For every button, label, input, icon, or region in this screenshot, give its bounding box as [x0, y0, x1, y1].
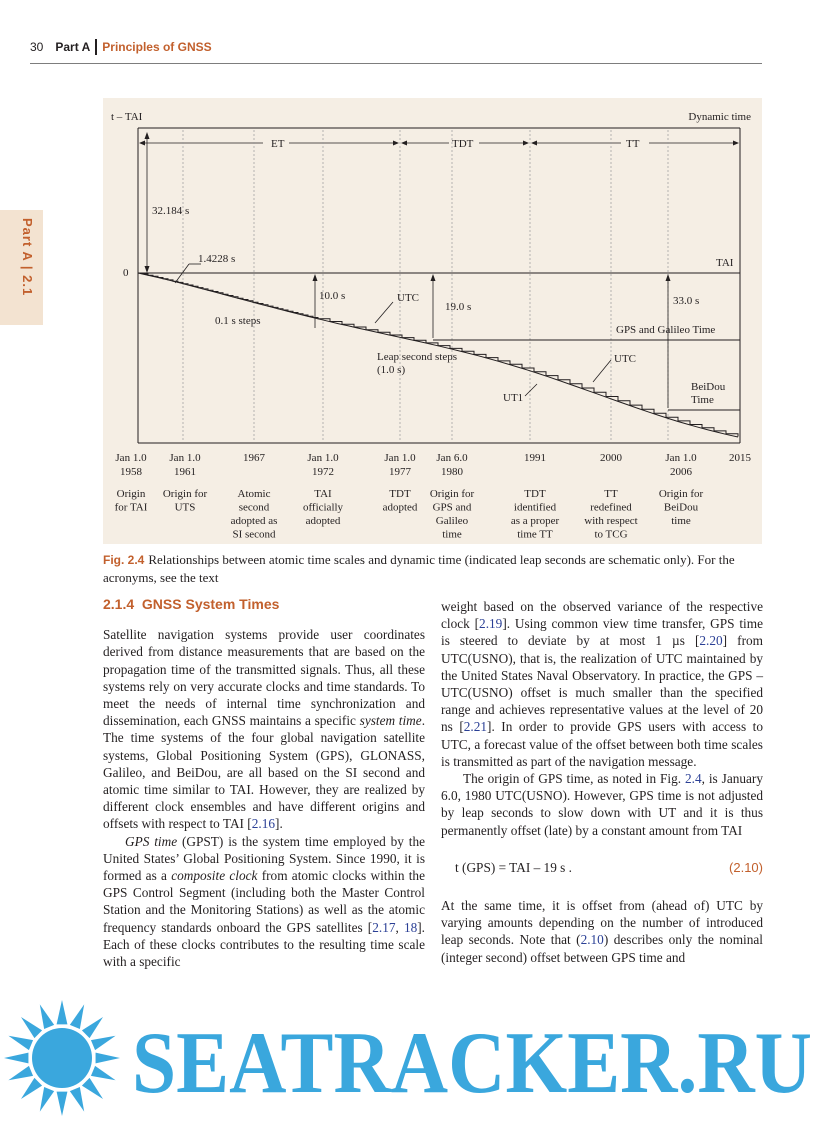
- ref-link[interactable]: 2.17: [372, 919, 396, 935]
- dynamic-time-label: Dynamic time: [688, 111, 751, 123]
- date-description: time: [671, 515, 691, 527]
- date-labels: [115, 452, 752, 541]
- paragraph: GPS time (GPST) is the system time employed by the United States’ Global Positioning System. Since 1990, it is formed as a composite clock from atomic clocks within the GPS Control Segment (including both the Master Control Station and the Monitoring Stations) as well as the atomic frequency standards onboard the GPS satellites [2.17, 18]. Each of these clocks contributes to the resulting time scale with a specific: [103, 833, 425, 970]
- sun-ray: [8, 1066, 33, 1080]
- leap-label-2: (1.0 s): [377, 364, 406, 376]
- ref-link[interactable]: 18: [403, 919, 418, 935]
- date-label: Jan 1.0: [665, 452, 697, 464]
- date-description: officially: [302, 501, 344, 514]
- sun-ray: [57, 1092, 68, 1116]
- date-description: TAI: [314, 488, 332, 500]
- gps-offset-2015: 33.0 s: [673, 295, 700, 307]
- date-description: second: [238, 501, 270, 514]
- date-year: 1961: [174, 466, 196, 478]
- date-year: 1958: [120, 466, 142, 478]
- utc-label-2: UTC: [614, 353, 636, 365]
- column-left: [103, 596, 425, 970]
- utc-offset-1972: 10.0 s: [319, 290, 346, 302]
- date-description: Origin: [116, 488, 146, 500]
- paragraph: weight based on the observed variance of the respective clock [2.19]. Using common view time transfer, GPS time is steered to deviate by at most 1 µs [2.20] from UTC(USNO), that is, the realization of UTC maintained by the United States Naval Observatory. In practice, the GPS – UTC(USNO) offset is much smaller than the specified range and achieves representative values at the level of 20 ns [2.21]. In order to provide GPS users with access to UTC, a forecast value of the offset between both time scales is transmitted as part of the navigation message.: [441, 599, 763, 769]
- header-divider: [95, 39, 97, 55]
- sun-ray: [21, 1017, 42, 1038]
- sun-ray: [8, 1036, 33, 1050]
- date-year: 1977: [389, 466, 411, 478]
- sun-ray: [70, 1087, 84, 1112]
- date-description: time TT: [517, 528, 553, 541]
- watermark: [0, 1000, 832, 1123]
- date-description: to TCG: [594, 528, 628, 541]
- date-year: 1972: [312, 466, 334, 478]
- caption-text: Relationships between atomic time scales and dynamic time (indicated leap seconds are schematic only). For the acronyms, see the text: [103, 552, 735, 585]
- paragraph: At the same time, it is offset from (ahead of) UTC by varying amounts depending on the number of introduced leap seconds. Note that (2.10) describes only the nominal (integer second) offset between GPS time and: [441, 898, 763, 965]
- sun-ray: [82, 1078, 103, 1099]
- utc-leader-2: [593, 360, 611, 382]
- section-number: 2.1.4: [103, 596, 135, 612]
- running-header: [30, 40, 212, 56]
- date-description: Galileo: [435, 515, 469, 527]
- ref-link[interactable]: 2.10: [580, 932, 604, 948]
- y-axis-label: t – TAI: [111, 111, 143, 123]
- sun-ray: [82, 1017, 103, 1038]
- date-description: as a proper: [510, 515, 560, 527]
- utc-leader: [375, 302, 393, 323]
- offset-arrows: [147, 136, 668, 408]
- date-description: Origin for: [162, 488, 208, 500]
- date-description: for TAI: [114, 501, 148, 514]
- steps-label: 0.1 s steps: [215, 315, 261, 327]
- initial-offset: 1.4228 s: [198, 253, 236, 265]
- figure-label: Fig. 2.4: [103, 553, 145, 567]
- sun-ray: [96, 1053, 120, 1064]
- date-label: 1991: [524, 452, 546, 464]
- date-description: TDT: [389, 488, 411, 500]
- sun-ray: [70, 1004, 84, 1029]
- date-label: Jan 6.0: [436, 452, 468, 464]
- date-description: identified: [513, 501, 557, 514]
- era-tt: TT: [626, 138, 640, 150]
- date-description: redefined: [590, 501, 632, 514]
- date-label: Jan 1.0: [384, 452, 416, 464]
- ut1-label: UT1: [503, 392, 524, 404]
- date-description: adopted: [305, 515, 341, 527]
- header-section: Principles of GNSS: [102, 40, 212, 55]
- date-description: UTS: [174, 501, 196, 514]
- tai-label: TAI: [716, 257, 734, 269]
- figure-caption: [103, 551, 762, 586]
- side-tab-label: Part A | 2.1: [20, 218, 35, 297]
- section-title: GNSS System Times: [141, 596, 280, 612]
- sun-ray: [91, 1066, 116, 1080]
- date-description: TT: [604, 488, 618, 500]
- date-description: with respect: [584, 515, 638, 527]
- header-part: Part A: [55, 40, 91, 55]
- column-right: [441, 598, 763, 966]
- et-offset: 32.184 s: [152, 205, 190, 217]
- date-year: 2006: [670, 466, 692, 478]
- equation: [441, 859, 763, 876]
- date-description: GPS and: [432, 501, 472, 514]
- date-description: TDT: [524, 488, 546, 500]
- gps-galileo-label: GPS and Galileo Time: [616, 324, 716, 336]
- equation-number: (2.10): [729, 859, 763, 875]
- ref-link[interactable]: 2.21: [463, 719, 488, 735]
- date-description: adopted: [382, 501, 418, 514]
- header-rule: [30, 63, 762, 64]
- sun-ray: [21, 1078, 42, 1099]
- sun-ray: [40, 1087, 54, 1112]
- ref-link[interactable]: 2.20: [699, 633, 723, 649]
- date-label: Jan 1.0: [307, 452, 339, 464]
- time-scales-figure: [103, 98, 762, 544]
- figure-panel: [103, 98, 762, 544]
- date-label: 2000: [600, 452, 622, 464]
- date-label: Jan 1.0: [169, 452, 201, 464]
- date-description: adopted as: [230, 515, 278, 527]
- sun-ray: [91, 1036, 116, 1050]
- watermark-text: SEATRACKER.RU: [132, 1015, 812, 1112]
- sun-logo-icon: [4, 1000, 120, 1116]
- era-et: ET: [271, 138, 285, 150]
- equation-body: t (GPS) = TAI – 19 s .: [455, 859, 573, 875]
- date-description: Atomic: [237, 488, 271, 500]
- ref-link[interactable]: 2.16: [251, 816, 276, 832]
- sun-ray: [4, 1053, 28, 1064]
- sun-ray: [57, 1000, 68, 1024]
- ref-link[interactable]: 2.19: [479, 616, 503, 632]
- zero-label: 0: [123, 267, 129, 279]
- leap-label-1: Leap second steps: [377, 351, 458, 363]
- utc-label-1: UTC: [397, 292, 419, 304]
- era-tdt: TDT: [452, 138, 474, 150]
- section-heading: [103, 596, 425, 613]
- beidou-label-2: Time: [691, 394, 714, 406]
- date-description: Origin for: [429, 488, 475, 500]
- page-number: 30: [30, 40, 44, 55]
- paragraph: Satellite navigation systems provide user coordinates derived from distance measurements that are based on the propagation time of the transmitted signals. Thus, all these systems rely on very accurate clocks and time standards. To meet the needs of internal time synchronization and dissemination, each GNSS maintains a specific system time. The time systems of the four global navigation satellite systems, Global Positioning System (GPS), GLONASS, Galileo, and BeiDou, are all based on the SI second and atomic time similar to TAI. However, they are realized by different clock ensembles and have different origins and offsets with respect to TAI [2.16].: [103, 627, 426, 832]
- date-label: Jan 1.0: [115, 452, 147, 464]
- sun-ray: [40, 1004, 54, 1029]
- paragraph: The origin of GPS time, as noted in Fig. 2.4, is January 6.0, 1980 UTC(USNO). However, GPS time is not adjusted by leap seconds to slow down with UT and it is thus permanently offset (late) by a constant amount from TAI: [441, 771, 763, 838]
- date-year: 1980: [441, 466, 463, 478]
- date-label: 2015: [729, 452, 751, 464]
- utc-offset-1980: 19.0 s: [445, 301, 472, 313]
- ref-link[interactable]: 2.4: [685, 771, 702, 787]
- ut1-leader: [525, 384, 537, 396]
- date-grid: [183, 130, 668, 441]
- date-description: SI second: [232, 528, 276, 541]
- date-description: time: [442, 528, 462, 541]
- beidou-label-1: BeiDou: [691, 381, 726, 393]
- date-description: Origin for: [658, 488, 704, 500]
- date-label: 1967: [243, 452, 265, 464]
- date-description: BeiDou: [663, 501, 699, 514]
